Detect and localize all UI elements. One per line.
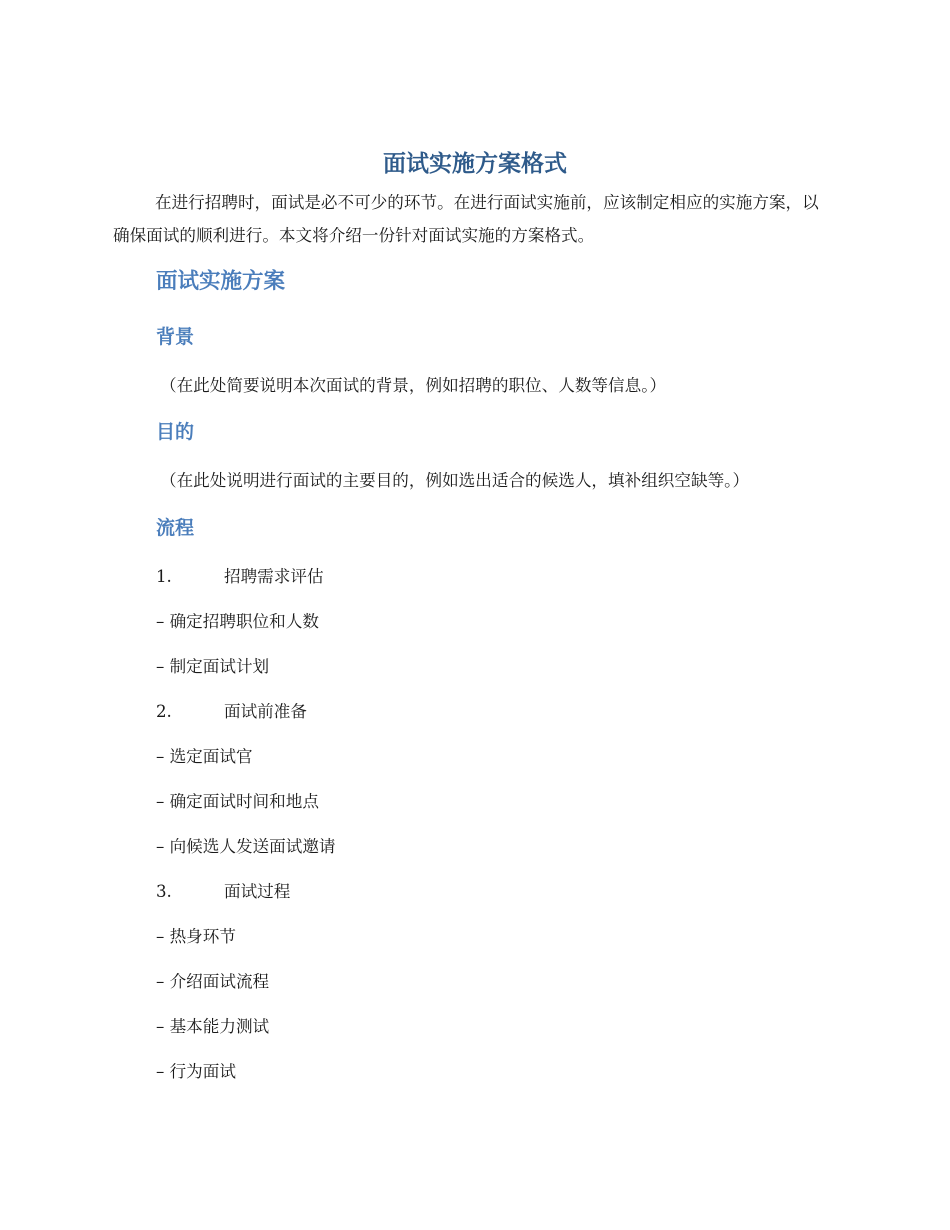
step-item: – 选定面试官 xyxy=(156,747,253,766)
process-step xyxy=(156,880,290,904)
background-heading: 背景 xyxy=(156,326,195,348)
purpose-text: （在此处说明进行面试的主要目的，例如选出适合的候选人，填补组织空缺等。） xyxy=(160,471,750,490)
step-item: – 行为面试 xyxy=(156,1062,236,1081)
step-item: – 热身环节 xyxy=(156,927,236,946)
step-item: – 基本能力测试 xyxy=(156,1017,270,1036)
step-item: – 确定面试时间和地点 xyxy=(156,792,319,811)
intro-paragraph: 在进行招聘时，面试是必不可少的环节。在进行面试实施前，应该制定相应的实施方案，以确保面试的顺利进行。本文将介绍一份针对面试实施的方案格式。 xyxy=(113,193,819,245)
process-step xyxy=(156,565,324,589)
step-title: 面试前准备 xyxy=(224,702,307,721)
step-item: – 确定招聘职位和人数 xyxy=(156,612,319,631)
process-heading: 流程 xyxy=(156,517,195,539)
step-number: 1. xyxy=(156,567,172,586)
purpose-heading: 目的 xyxy=(156,421,195,443)
process-step xyxy=(156,700,307,724)
step-title: 面试过程 xyxy=(224,882,291,901)
document-title: 面试实施方案格式 xyxy=(383,151,567,177)
step-number: 2. xyxy=(156,702,172,721)
step-item: – 介绍面试流程 xyxy=(156,972,270,991)
step-item: – 向候选人发送面试邀请 xyxy=(156,837,336,856)
plan-heading: 面试实施方案 xyxy=(156,269,286,294)
step-number: 3. xyxy=(156,882,172,901)
step-title: 招聘需求评估 xyxy=(224,567,324,586)
step-item: – 制定面试计划 xyxy=(156,657,270,676)
background-text: （在此处简要说明本次面试的背景，例如招聘的职位、人数等信息。） xyxy=(160,376,667,395)
